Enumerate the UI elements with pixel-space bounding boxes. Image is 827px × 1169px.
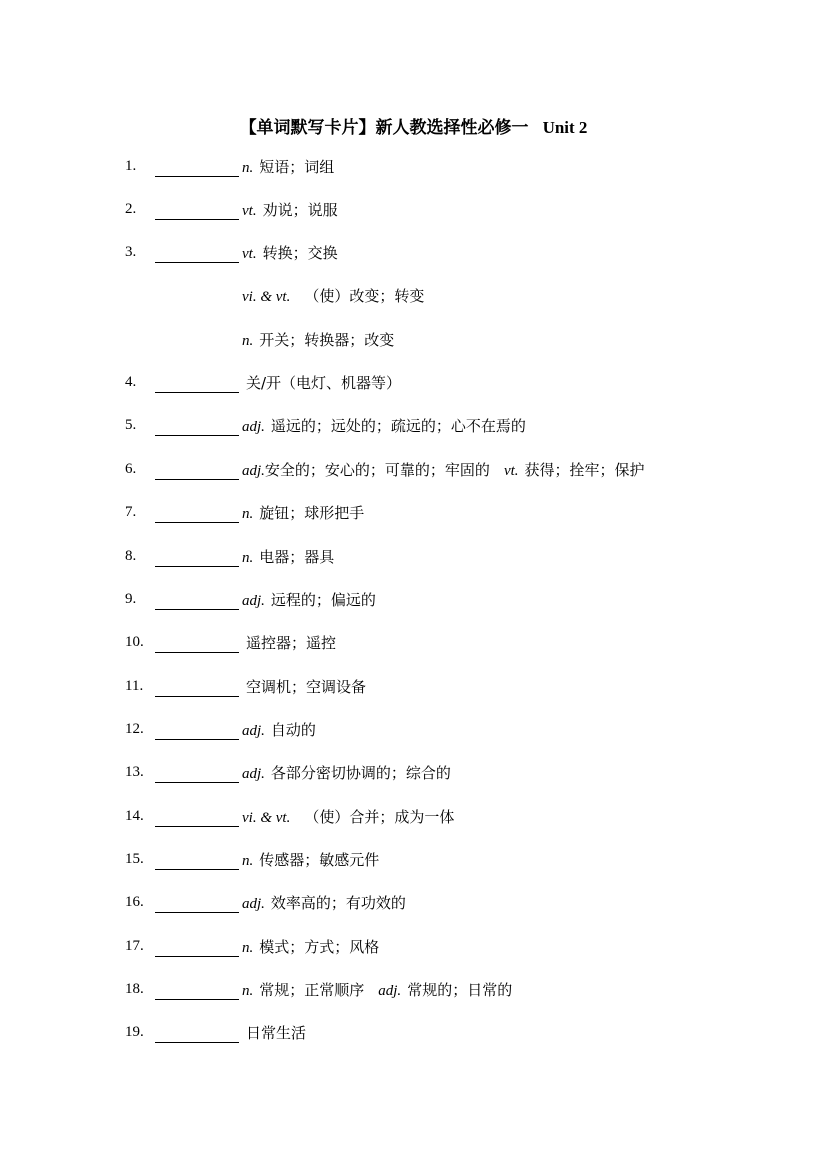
answer-blank bbox=[155, 566, 239, 567]
meaning: 获得；拴牢；保护 bbox=[524, 461, 645, 479]
meaning: 遥远的；远处的；疏远的；心不在焉的 bbox=[270, 417, 526, 435]
meaning: 日常生活 bbox=[246, 1024, 307, 1042]
entry-definition bbox=[242, 156, 334, 177]
meaning: 常规；正常顺序 bbox=[259, 981, 365, 999]
part-of-speech: n. bbox=[242, 940, 254, 956]
part-of-speech: adj. bbox=[378, 983, 402, 999]
part-of-speech: vi. & vt. bbox=[242, 810, 291, 826]
answer-blank bbox=[155, 912, 239, 913]
part-of-speech: vt. bbox=[503, 463, 519, 479]
meaning: 各部分密切协调的；综合的 bbox=[270, 764, 451, 782]
entry-definition bbox=[242, 979, 512, 1000]
entry-number: 8. bbox=[125, 548, 137, 564]
entry-definition bbox=[242, 415, 526, 436]
entry-number: 6. bbox=[125, 461, 137, 477]
meaning: 劝说；说服 bbox=[262, 201, 338, 219]
answer-blank bbox=[155, 782, 239, 783]
meaning: 空调机；空调设备 bbox=[246, 678, 367, 696]
meaning: 遥控器；遥控 bbox=[246, 634, 337, 652]
entry-number: 13. bbox=[125, 764, 144, 780]
entry-number: 3. bbox=[125, 244, 137, 260]
entry-number: 10. bbox=[125, 634, 144, 650]
part-of-speech: n. bbox=[242, 983, 254, 999]
entry-number: 16. bbox=[125, 894, 144, 910]
part-of-speech: vt. bbox=[242, 246, 257, 262]
entry-number: 5. bbox=[125, 417, 137, 433]
entry-definition bbox=[242, 806, 454, 827]
meaning: 短语；词组 bbox=[259, 158, 335, 176]
entry-number: 11. bbox=[125, 678, 144, 694]
answer-blank bbox=[155, 219, 239, 220]
part-of-speech: vi. & vt. bbox=[242, 289, 291, 305]
entry-definition bbox=[246, 372, 401, 393]
answer-blank bbox=[155, 739, 239, 740]
entry-definition bbox=[242, 719, 316, 740]
page-title bbox=[0, 113, 827, 138]
entry-number: 9. bbox=[125, 591, 137, 607]
entry-number: 2. bbox=[125, 201, 137, 217]
sub-definition bbox=[242, 285, 424, 309]
entry-definition bbox=[242, 849, 379, 870]
meaning: 远程的；偏远的 bbox=[270, 591, 376, 609]
entry-definition bbox=[246, 1022, 306, 1043]
answer-blank bbox=[155, 435, 239, 436]
entry-definition bbox=[242, 199, 338, 220]
answer-blank bbox=[155, 869, 239, 870]
entry-number: 19. bbox=[125, 1024, 144, 1040]
title-unit: Unit 2 bbox=[542, 118, 588, 137]
part-of-speech: adj. bbox=[242, 723, 265, 739]
meaning: （使）合并；成为一体 bbox=[304, 808, 455, 826]
entry-number: 7. bbox=[125, 504, 137, 520]
meaning: 效率高的；有功效的 bbox=[270, 894, 406, 912]
meaning: 旋钮；球形把手 bbox=[259, 504, 365, 522]
entry-number: 14. bbox=[125, 808, 144, 824]
part-of-speech: n. bbox=[242, 160, 254, 176]
answer-blank bbox=[155, 999, 239, 1000]
answer-blank bbox=[155, 522, 239, 523]
answer-blank bbox=[155, 392, 239, 393]
entry-definition bbox=[242, 546, 334, 567]
meaning: 关/开（电灯、机器等） bbox=[246, 374, 402, 392]
entry-number: 18. bbox=[125, 981, 144, 997]
meaning: 开关；转换器；改变 bbox=[259, 331, 395, 349]
answer-blank bbox=[155, 609, 239, 610]
entry-definition bbox=[242, 502, 364, 523]
meaning: （使）改变；转变 bbox=[304, 287, 425, 305]
part-of-speech: adj. bbox=[242, 766, 265, 782]
entry-number: 15. bbox=[125, 851, 144, 867]
meaning: 电器；器具 bbox=[259, 548, 335, 566]
answer-blank bbox=[155, 262, 239, 263]
entry-definition bbox=[242, 936, 379, 957]
meaning: 自动的 bbox=[270, 721, 316, 739]
meaning: 安全的；安心的；可靠的；牢固的 bbox=[264, 461, 490, 479]
answer-blank bbox=[155, 956, 239, 957]
answer-blank bbox=[155, 826, 239, 827]
answer-blank bbox=[155, 652, 239, 653]
meaning: 常规的；日常的 bbox=[407, 981, 513, 999]
part-of-speech: n. bbox=[242, 506, 254, 522]
entry-number: 17. bbox=[125, 938, 144, 954]
sub-definition bbox=[242, 329, 394, 353]
part-of-speech: n. bbox=[242, 853, 254, 869]
entry-definition bbox=[242, 589, 376, 610]
entry-definition bbox=[242, 762, 451, 783]
part-of-speech: n. bbox=[242, 550, 254, 566]
part-of-speech: adj. bbox=[242, 896, 265, 912]
entry-definition bbox=[242, 242, 338, 263]
part-of-speech: n. bbox=[242, 333, 254, 349]
part-of-speech: adj. bbox=[242, 419, 265, 435]
meaning: 转换；交换 bbox=[262, 244, 338, 262]
part-of-speech: adj. bbox=[242, 463, 265, 479]
meaning: 传感器；敏感元件 bbox=[259, 851, 380, 869]
meaning: 模式；方式；风格 bbox=[259, 938, 380, 956]
part-of-speech: vt. bbox=[242, 203, 257, 219]
answer-blank bbox=[155, 1042, 239, 1043]
entry-definition bbox=[246, 632, 336, 653]
answer-blank bbox=[155, 479, 239, 480]
entry-definition bbox=[242, 892, 406, 913]
answer-blank bbox=[155, 176, 239, 177]
entry-definition bbox=[242, 459, 645, 480]
entry-definition bbox=[246, 676, 366, 697]
part-of-speech: adj. bbox=[242, 593, 265, 609]
title-text: 【单词默写卡片】新人教选择性必修一 bbox=[239, 118, 529, 138]
entry-number: 4. bbox=[125, 374, 137, 390]
entry-number: 1. bbox=[125, 158, 137, 174]
entry-number: 12. bbox=[125, 721, 144, 737]
answer-blank bbox=[155, 696, 239, 697]
